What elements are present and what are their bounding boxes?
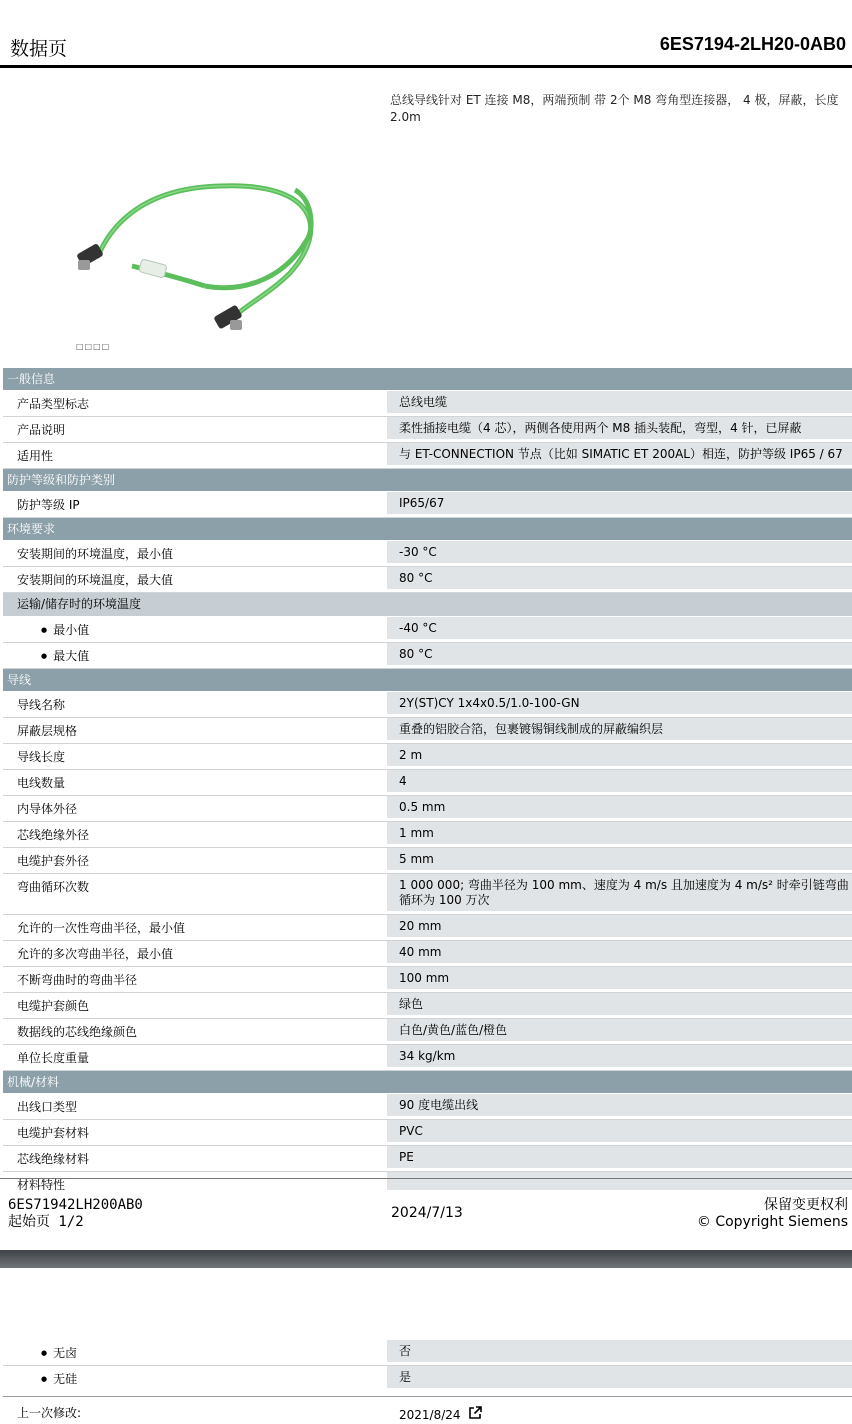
row-label: 防护等级 IP: [17, 498, 80, 512]
table-row: [3, 848, 852, 874]
row-label: 安装期间的环境温度，最大值: [17, 573, 174, 587]
row-label: 数据线的芯线绝缘颜色: [17, 1025, 138, 1039]
row-label: 导线长度: [17, 750, 66, 764]
connector-right: [213, 304, 243, 330]
row-label: 不断弯曲时的弯曲半径: [17, 973, 138, 987]
table-row: [3, 643, 852, 669]
spec-table: [3, 368, 852, 1193]
table-row: [3, 492, 852, 518]
row-value: 2Y(ST)CY 1x4x0.5/1.0-100-GN: [387, 692, 852, 715]
table-row: [3, 1340, 852, 1366]
image-caption: □□□□: [76, 342, 111, 351]
row-value: PE: [387, 1146, 852, 1169]
row-value: 40 mm: [387, 941, 852, 964]
row-label: 单位长度重量: [17, 1051, 90, 1065]
row-value: 1 000 000; 弯曲半径为 100 mm、速度为 4 m/s 且加速度为 4 m/s² 时牵引链弯曲循环为 100 万次: [387, 874, 852, 912]
section-cable: 导线: [3, 669, 852, 692]
row-label: 产品说明: [17, 423, 66, 437]
page-header: [0, 0, 852, 68]
row-label: 芯线绝缘材料: [17, 1152, 90, 1166]
row-label: 适用性: [17, 449, 54, 463]
spec-table-page2: [3, 1340, 852, 1391]
row-label: 芯线绝缘外径: [17, 828, 90, 842]
table-row: [3, 1094, 852, 1120]
product-code: 6ES7194-2LH20-0AB0: [659, 34, 846, 54]
footer-copyright: © Copyright Siemens: [696, 1214, 848, 1230]
last-modified-label: 上一次修改:: [17, 1406, 82, 1420]
row-label: ● 最大值: [3, 643, 387, 668]
table-row: [3, 744, 852, 770]
row-value: 是: [387, 1366, 852, 1389]
section-material: 机械/材料: [3, 1071, 852, 1094]
row-label: 安装期间的环境温度，最小值: [17, 547, 174, 561]
row-label: 材料特性: [17, 1178, 66, 1192]
footer-page-number: 起始页 1/2: [8, 1214, 84, 1230]
table-row: [3, 822, 852, 848]
table-row: [3, 541, 852, 567]
table-row: [3, 718, 852, 744]
row-value: 与 ET-CONNECTION 节点（比如 SIMATIC ET 200AL）相连，防护等级 IP65 / 67: [387, 443, 852, 466]
row-value: 5 mm: [387, 848, 852, 871]
last-modified-value[interactable]: 2021/8/24: [399, 1408, 461, 1422]
product-description: 总线导线针对 ET 连接 M8，两端预制 带 2个 M8 弯角型连接器， 4 极，屏蔽，长度 2.0m: [390, 93, 839, 124]
row-value: -40 °C: [387, 617, 852, 640]
table-row: [3, 874, 852, 915]
row-label: 电缆护套颜色: [17, 999, 90, 1013]
subsection-transport-temp: 运输/储存时的环境温度: [3, 593, 852, 617]
last-modified-link[interactable]: [399, 1406, 482, 1422]
footer-date: 2024/7/13: [391, 1205, 463, 1221]
row-value: 34 kg/km: [387, 1045, 852, 1068]
row-value: -30 °C: [387, 541, 852, 564]
table-row: [3, 417, 852, 443]
row-value: 0.5 mm: [387, 796, 852, 819]
footer-doc-code: 6ES71942LH200AB0: [8, 1197, 143, 1213]
row-label: 允许的一次性弯曲半径，最小值: [17, 921, 186, 935]
page-footer: [0, 1178, 852, 1250]
row-label: 电缆护套外径: [17, 854, 90, 868]
table-row: [3, 692, 852, 718]
row-value: 2 m: [387, 744, 852, 767]
row-label: ● 无硅: [3, 1366, 387, 1391]
table-row: [3, 1146, 852, 1172]
table-row: [3, 967, 852, 993]
external-link-icon[interactable]: [468, 1406, 482, 1420]
row-value: 1 mm: [387, 822, 852, 845]
table-row: [3, 617, 852, 643]
row-label: 电缆护套材料: [17, 1126, 90, 1140]
row-value: IP65/67: [387, 492, 852, 515]
table-row: [3, 941, 852, 967]
product-image: [70, 178, 320, 338]
row-label: 屏蔽层规格: [17, 724, 78, 738]
row-value: PVC: [387, 1120, 852, 1143]
row-label: 允许的多次弯曲半径，最小值: [17, 947, 174, 961]
section-protection: 防护等级和防护类别: [3, 469, 852, 492]
row-label: ● 无卤: [3, 1340, 387, 1365]
table-row: [3, 770, 852, 796]
row-value: 80 °C: [387, 567, 852, 590]
table-row: [3, 796, 852, 822]
row-label: 弯曲循环次数: [17, 880, 90, 894]
row-value: 重叠的铝胶合箔，包裹镀锡铜线制成的屏蔽编织层: [387, 718, 852, 741]
table-row: [3, 1366, 852, 1391]
row-label: 出线口类型: [17, 1100, 78, 1114]
page-title: 数据页: [10, 38, 68, 60]
row-label: 内导体外径: [17, 802, 78, 816]
row-value: 90 度电缆出线: [387, 1094, 852, 1117]
row-label: 产品类型标志: [17, 397, 90, 411]
table-row: [3, 567, 852, 593]
row-value: 否: [387, 1340, 852, 1363]
footer-rights: 保留变更权利: [764, 1197, 848, 1213]
table-row: [3, 1019, 852, 1045]
row-value: 100 mm: [387, 967, 852, 990]
row-label: ● 最小值: [3, 617, 387, 642]
page-separator: [0, 1250, 852, 1268]
row-label: 电线数量: [17, 776, 66, 790]
row-value: 柔性插接电缆（4 芯），两侧各使用两个 M8 插头装配，弯型，4 针，已屏蔽: [387, 417, 852, 440]
table-row: [3, 1120, 852, 1146]
divider: [3, 1396, 852, 1397]
section-general: 一般信息: [3, 368, 852, 391]
table-row: [3, 915, 852, 941]
table-row: [3, 1045, 852, 1071]
table-row: [3, 391, 852, 417]
row-value: 20 mm: [387, 915, 852, 938]
row-value: 80 °C: [387, 643, 852, 666]
row-value: 绿色: [387, 993, 852, 1016]
table-row: [3, 993, 852, 1019]
row-value: 总线电缆: [387, 391, 852, 414]
row-value: 4: [387, 770, 852, 793]
row-value: 白色/黄色/蓝色/橙色: [387, 1019, 852, 1042]
table-row: [3, 443, 852, 469]
row-label: 导线名称: [17, 698, 66, 712]
section-environment: 环境要求: [3, 518, 852, 541]
